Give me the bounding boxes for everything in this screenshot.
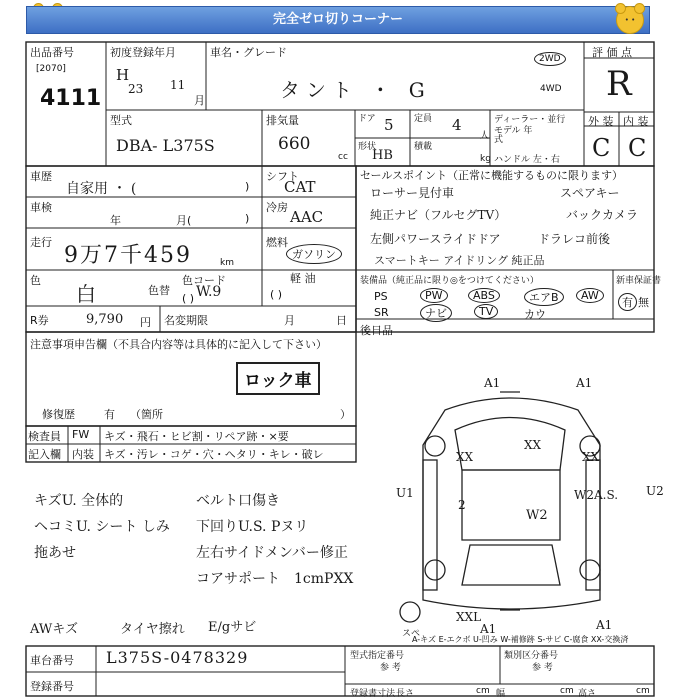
diag-xx: XX [524, 438, 542, 452]
displacement-value: 660 [278, 134, 311, 154]
handnote-b3: E/gサビ [208, 620, 257, 635]
car-diagram [400, 392, 600, 622]
diag-a1-bottom: A1 [596, 618, 613, 632]
handnote-r3: 左右サイドメンバー修正 [196, 545, 348, 561]
fw-label: FW [72, 428, 90, 441]
handnote-r4: コアサポート 1cmPXX [196, 571, 354, 587]
dealer-label: ディーラー・並行 [494, 115, 566, 125]
car-name-value: タント ・ G [280, 78, 431, 102]
car-name-label: 車名・グレード [210, 46, 287, 59]
diag-a1b: A1 [576, 376, 593, 390]
size-length: 長さ [396, 689, 415, 699]
fuel-diesel: 軽 油 [290, 272, 316, 285]
first-reg-label: 初度登録年月 [110, 46, 176, 59]
equip-pw: PW [420, 288, 448, 303]
score-int: C [628, 134, 647, 162]
equipment-label: 装備品（純正品に限り◎をつけてください） [360, 276, 539, 286]
capacity-label: 定員 [414, 114, 433, 124]
shift-label: シフト [266, 170, 299, 183]
inspector-label-2: 記入欄 [28, 448, 61, 461]
model-year-label: モデル 年式 [494, 126, 533, 145]
equip-ps: PS [374, 290, 388, 303]
banner-title: 完全ゼロ切りコーナー [26, 6, 650, 34]
displacement-label: 排気量 [266, 114, 299, 127]
sales-point-3: 純正ナビ（フルセグTV） [370, 208, 507, 222]
history-label: 車歴 [30, 170, 52, 183]
color-label: 色 [30, 274, 41, 287]
recycle-value: 9,790 [86, 312, 124, 327]
handnote-r1: ベルト口傷き [196, 493, 280, 509]
score-label: 評 価 点 [592, 46, 632, 59]
score-ext: C [592, 134, 611, 162]
lot-number: 4111 [40, 86, 102, 111]
size-unit-2: cm [560, 686, 574, 696]
diag-xx-r: XX [582, 450, 600, 464]
inspection-label: 車検 [30, 201, 52, 214]
color-paren: ( ) [182, 292, 195, 305]
fw-items: キズ・飛石・ヒビ割・リペア跡・×要 [104, 430, 289, 443]
size-label: 登録書寸法 [350, 689, 396, 699]
model-label: 型式 [110, 114, 132, 127]
repair-label: 修復歴 [42, 408, 75, 421]
capacity-unit: 人 [480, 131, 490, 141]
diag-a1: A1 [484, 376, 501, 390]
color-code-label: 色コード [182, 274, 226, 287]
equip-tv: TV [474, 304, 498, 319]
fuel-paren: ( ) [270, 288, 283, 301]
warranty-no: 無 [638, 296, 649, 309]
equip-aw: AW [576, 288, 604, 303]
int-label: 内装 [72, 448, 94, 461]
equip-cow: カウ [524, 308, 546, 321]
displacement-unit: cc [338, 152, 348, 162]
model-value: DBA- L375S [116, 136, 215, 155]
first-reg-era: H [116, 66, 130, 84]
history-close: ) [245, 180, 250, 193]
mileage-value: 9万7千459 [64, 243, 192, 268]
type-designation-label: 型式指定番号 [350, 651, 405, 661]
diag-spare: スペ [402, 629, 421, 639]
load-unit: kg [480, 154, 491, 164]
name-change-label: 名変期限 [164, 314, 208, 327]
handnote-l2: ヘコミU. シート しみ [34, 519, 170, 535]
warranty-label: 新車保証書 [616, 276, 662, 286]
handnote-b2: タイヤ擦れ [120, 622, 185, 637]
class-ref: 参 考 [532, 663, 553, 673]
equip-airbag: エアB [524, 288, 564, 306]
sales-point-1: ローサー見付車 [370, 186, 455, 200]
capacity-value: 4 [452, 116, 462, 134]
lock-stamp: ロック車 [236, 362, 320, 395]
shape-label: 形状 [358, 142, 377, 152]
diag-xxl: XXL [456, 610, 482, 624]
doors-value: 5 [384, 116, 394, 134]
damage-legend: A-キズ E-エクボ U-凹み W-補修跡 S-サビ C-腐食 XX-交換済 [412, 635, 629, 644]
score-int-label: 内 装 [623, 115, 649, 128]
lot-label: 出品番号 [30, 46, 74, 59]
sales-point-2: スペアキー [560, 186, 620, 200]
handnote-l1: キズU. 全体的 [34, 493, 124, 509]
inspection-close: ) [245, 212, 250, 225]
repair-value: 有 [104, 408, 115, 421]
handnote-b1: AWキズ [30, 622, 78, 637]
chassis-label: 車台番号 [30, 654, 74, 667]
first-reg-month: 11 [170, 78, 186, 92]
back-seat-label: 後日品 [360, 324, 393, 337]
sales-point-4: バックカメラ [566, 208, 639, 222]
mascot-icon: • • [616, 6, 644, 34]
handnote-r2: 下回りU.S. Pヌリ [196, 519, 309, 535]
inspection-month: 月( [176, 214, 192, 227]
diag-a1-lower: A1 [480, 622, 497, 636]
reg-no-label: 登録番号 [30, 680, 74, 693]
size-unit-1: cm [476, 686, 490, 696]
size-unit-3: cm [636, 686, 650, 696]
equip-navi: ナビ [420, 304, 452, 322]
color-value: 白 [76, 282, 96, 306]
diag-two: 2 [458, 498, 466, 512]
size-width: 幅 [496, 689, 506, 699]
lot-sub: [2070] [36, 64, 66, 74]
color-code: W.9 [196, 284, 222, 300]
fuel-label: 燃料 [266, 236, 288, 249]
sales-point-5: 左側パワースライドドア [370, 232, 501, 246]
name-change-day: 日 [336, 314, 347, 327]
history-value: 自家用 ・ ( [66, 181, 137, 197]
shift-value: CAT [284, 178, 316, 196]
diag-w2: W2 [526, 508, 548, 523]
sales-point-7: スマートキー アイドリング 純正品 [374, 254, 545, 267]
recycle-unit: 円 [140, 316, 151, 329]
notes-label: 注意事項申告欄（不具合内容等は具体的に記入して下さい） [30, 338, 327, 351]
load-label: 積載 [414, 142, 433, 152]
sales-point-6: ドラレコ前後 [538, 232, 611, 246]
handle-label: ハンドル 左・右 [494, 155, 560, 165]
int-items: キズ・汚レ・コゲ・穴・ヘタリ・キレ・破レ [104, 448, 324, 461]
mileage-unit: km [220, 258, 234, 268]
diag-xx-l: XX [456, 450, 474, 464]
warranty-yes: 有 [618, 293, 637, 311]
sales-points-label: セールスポイント（正常に機能するものに限ります） [360, 169, 624, 182]
shape-value: HB [372, 148, 393, 163]
handnote-l3: 拖あせ [34, 545, 76, 561]
repair-close: ） [340, 408, 351, 421]
drive-4wd: 4WD [540, 84, 562, 94]
inspection-year: 年 [110, 214, 121, 227]
ac-label: 冷房 [266, 201, 288, 214]
class-label: 類別区分番号 [504, 651, 559, 661]
color-trim-label: 色替 [148, 284, 170, 297]
diag-w2s: W2A.S. [574, 488, 619, 502]
score-value: R [606, 64, 632, 104]
drive-2wd: 2WD [534, 52, 566, 66]
score-ext-label: 外 装 [588, 115, 614, 128]
diag-u1: U1 [396, 486, 414, 500]
inspector-label-1: 検査員 [28, 430, 61, 443]
fuel-gas: ガソリン [286, 244, 342, 264]
doors-label: ドア [358, 114, 376, 124]
type-ref: 参 考 [380, 663, 401, 673]
name-change-month: 月 [284, 314, 295, 327]
repair-part: （箇所 [130, 408, 163, 421]
equip-abs: ABS [468, 288, 500, 303]
size-height: 高さ [578, 689, 597, 699]
ac-value: AAC [290, 208, 324, 226]
diag-u2: U2 [646, 484, 664, 498]
recycle-label: R券 [30, 314, 49, 327]
equip-sr: SR [374, 306, 389, 319]
first-reg-year: 23 [128, 82, 144, 96]
first-reg-month-unit: 月 [194, 94, 205, 107]
mileage-label: 走行 [30, 236, 52, 249]
chassis-value: L375S-0478329 [106, 648, 249, 667]
